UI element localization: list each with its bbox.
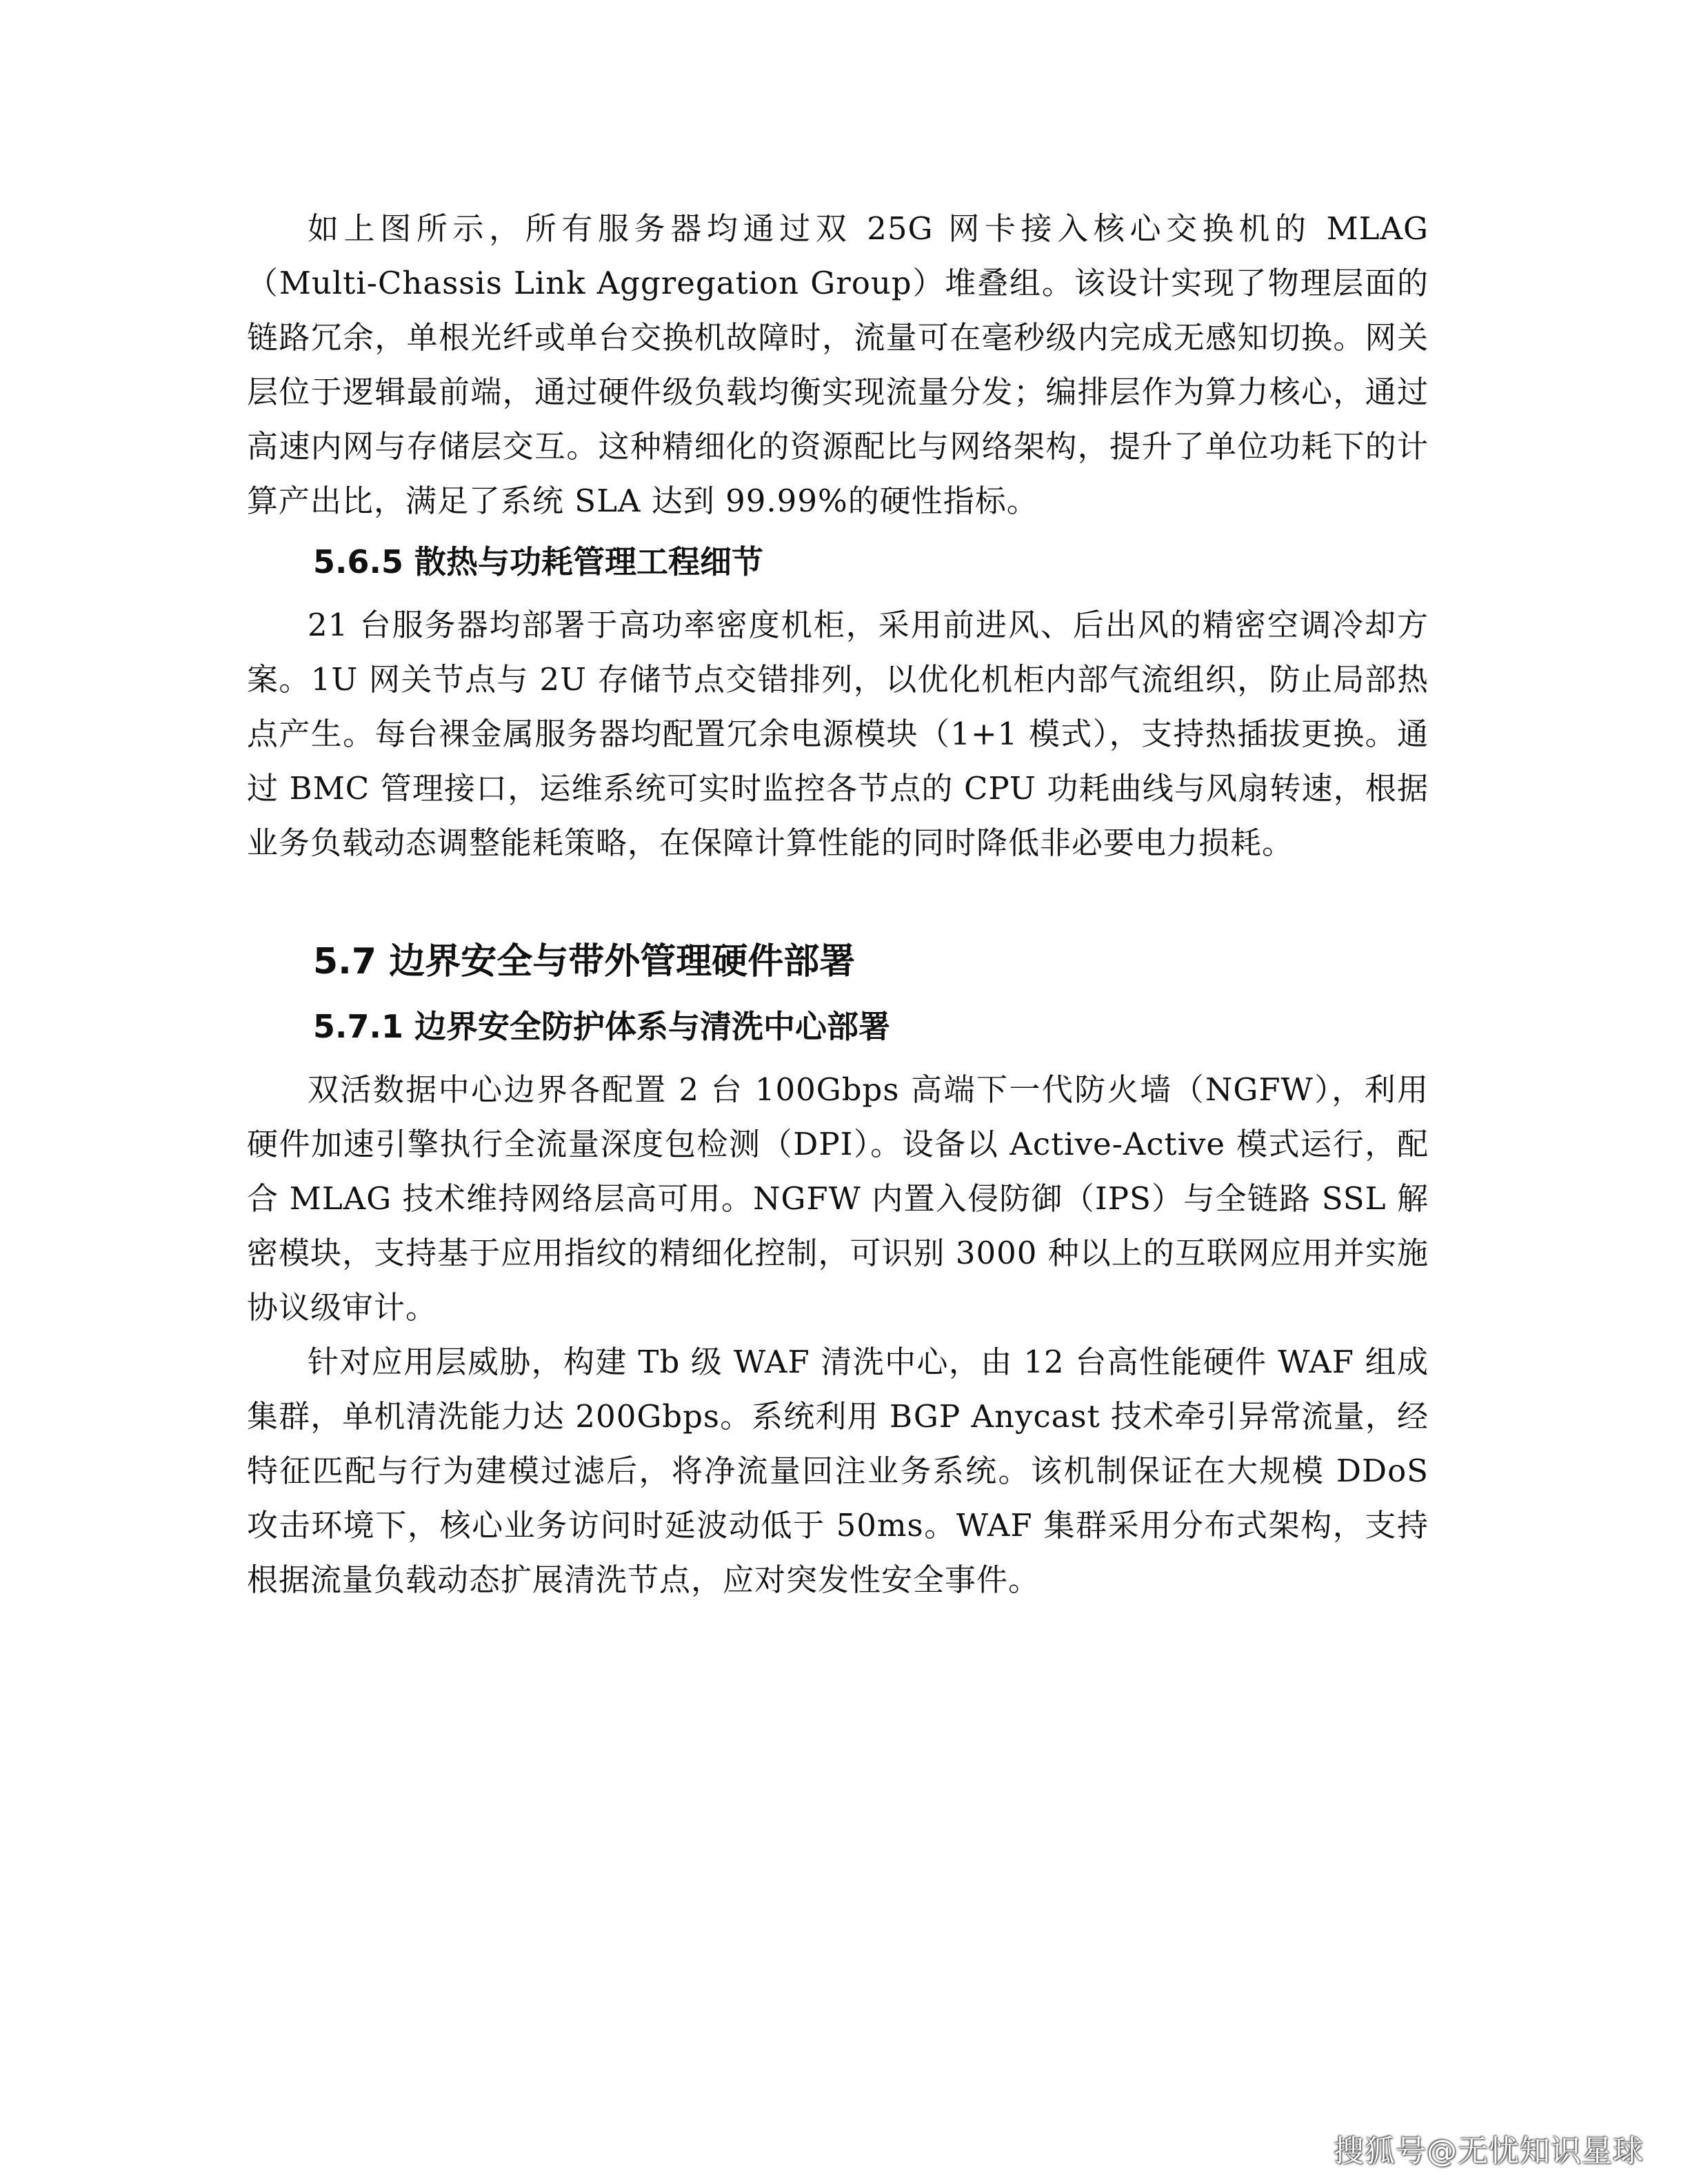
watermark: 搜狐号@无忧知识星球	[1334, 2134, 1644, 2169]
heading-5-6-5: 5.6.5 散热与功耗管理工程细节	[313, 543, 763, 580]
paragraph-waf-cluster: 针对应用层威胁，构建 Tb 级 WAF 清洗中心，由 12 台高性能硬件 WAF 组成集群，单机清洗能力达 200Gbps。系统利用 BGP Anycast 技术牵引异常流量，经特征匹配与行为建模过滤后，将净流量回注业务系统。该机制保证在大规模 DDoS 攻击环境下，核心业务访问时延波动低于 50ms。WAF 集群采用分布式架构，支持根据流量负载动态扩展清洗节点，应对突发性安全事件。	[247, 1344, 1429, 1598]
heading-5-7-1: 5.7.1 边界安全防护体系与清洗中心部署	[313, 1008, 890, 1045]
heading-5-7: 5.7 边界安全与带外管理硬件部署	[313, 941, 856, 982]
paragraph-cooling-power: 21 台服务器均部署于高功率密度机柜，采用前进风、后出风的精密空调冷却方案。1U 网关节点与 2U 存储节点交错排列，以优化机柜内部气流组织，防止局部热点产生。每台裸金属服务器均配置冗余电源模块（1+1 模式），支持热插拔更换。通过 BMC 管理接口，运维系统可实时监控各节点的 CPU 功耗曲线与风扇转速，根据业务负载动态调整能耗策略，在保障计算性能的同时降低非必要电力损耗。	[247, 607, 1429, 861]
paragraph-ngfw: 双活数据中心边界各配置 2 台 100Gbps 高端下一代防火墙（NGFW），利用硬件加速引擎执行全流量深度包检测（DPI）。设备以 Active-Active 模式运行，配合 MLAG 技术维持网络层高可用。NGFW 内置入侵防御（IPS）与全链路 SSL 解密模块，支持基于应用指纹的精细化控制，可识别 3000 种以上的互联网应用并实施协议级审计。	[247, 1071, 1429, 1326]
page-content	[247, 201, 1429, 1607]
paragraph-network-architecture: 如上图所示，所有服务器均通过双 25G 网卡接入核心交换机的 MLAG（Multi-Chassis Link Aggregation Group）堆叠组。该设计实现了物理层面的链路冗余，单根光纤或单台交换机故障时，流量可在毫秒级内完成无感知切换。网关层位于逻辑最前端，通过硬件级负载均衡实现流量分发；编排层作为算力核心，通过高速内网与存储层交互。这种精细化的资源配比与网络架构，提升了单位功耗下的计算产出比，满足了系统 SLA 达到 99.99%的硬性指标。	[247, 210, 1429, 519]
